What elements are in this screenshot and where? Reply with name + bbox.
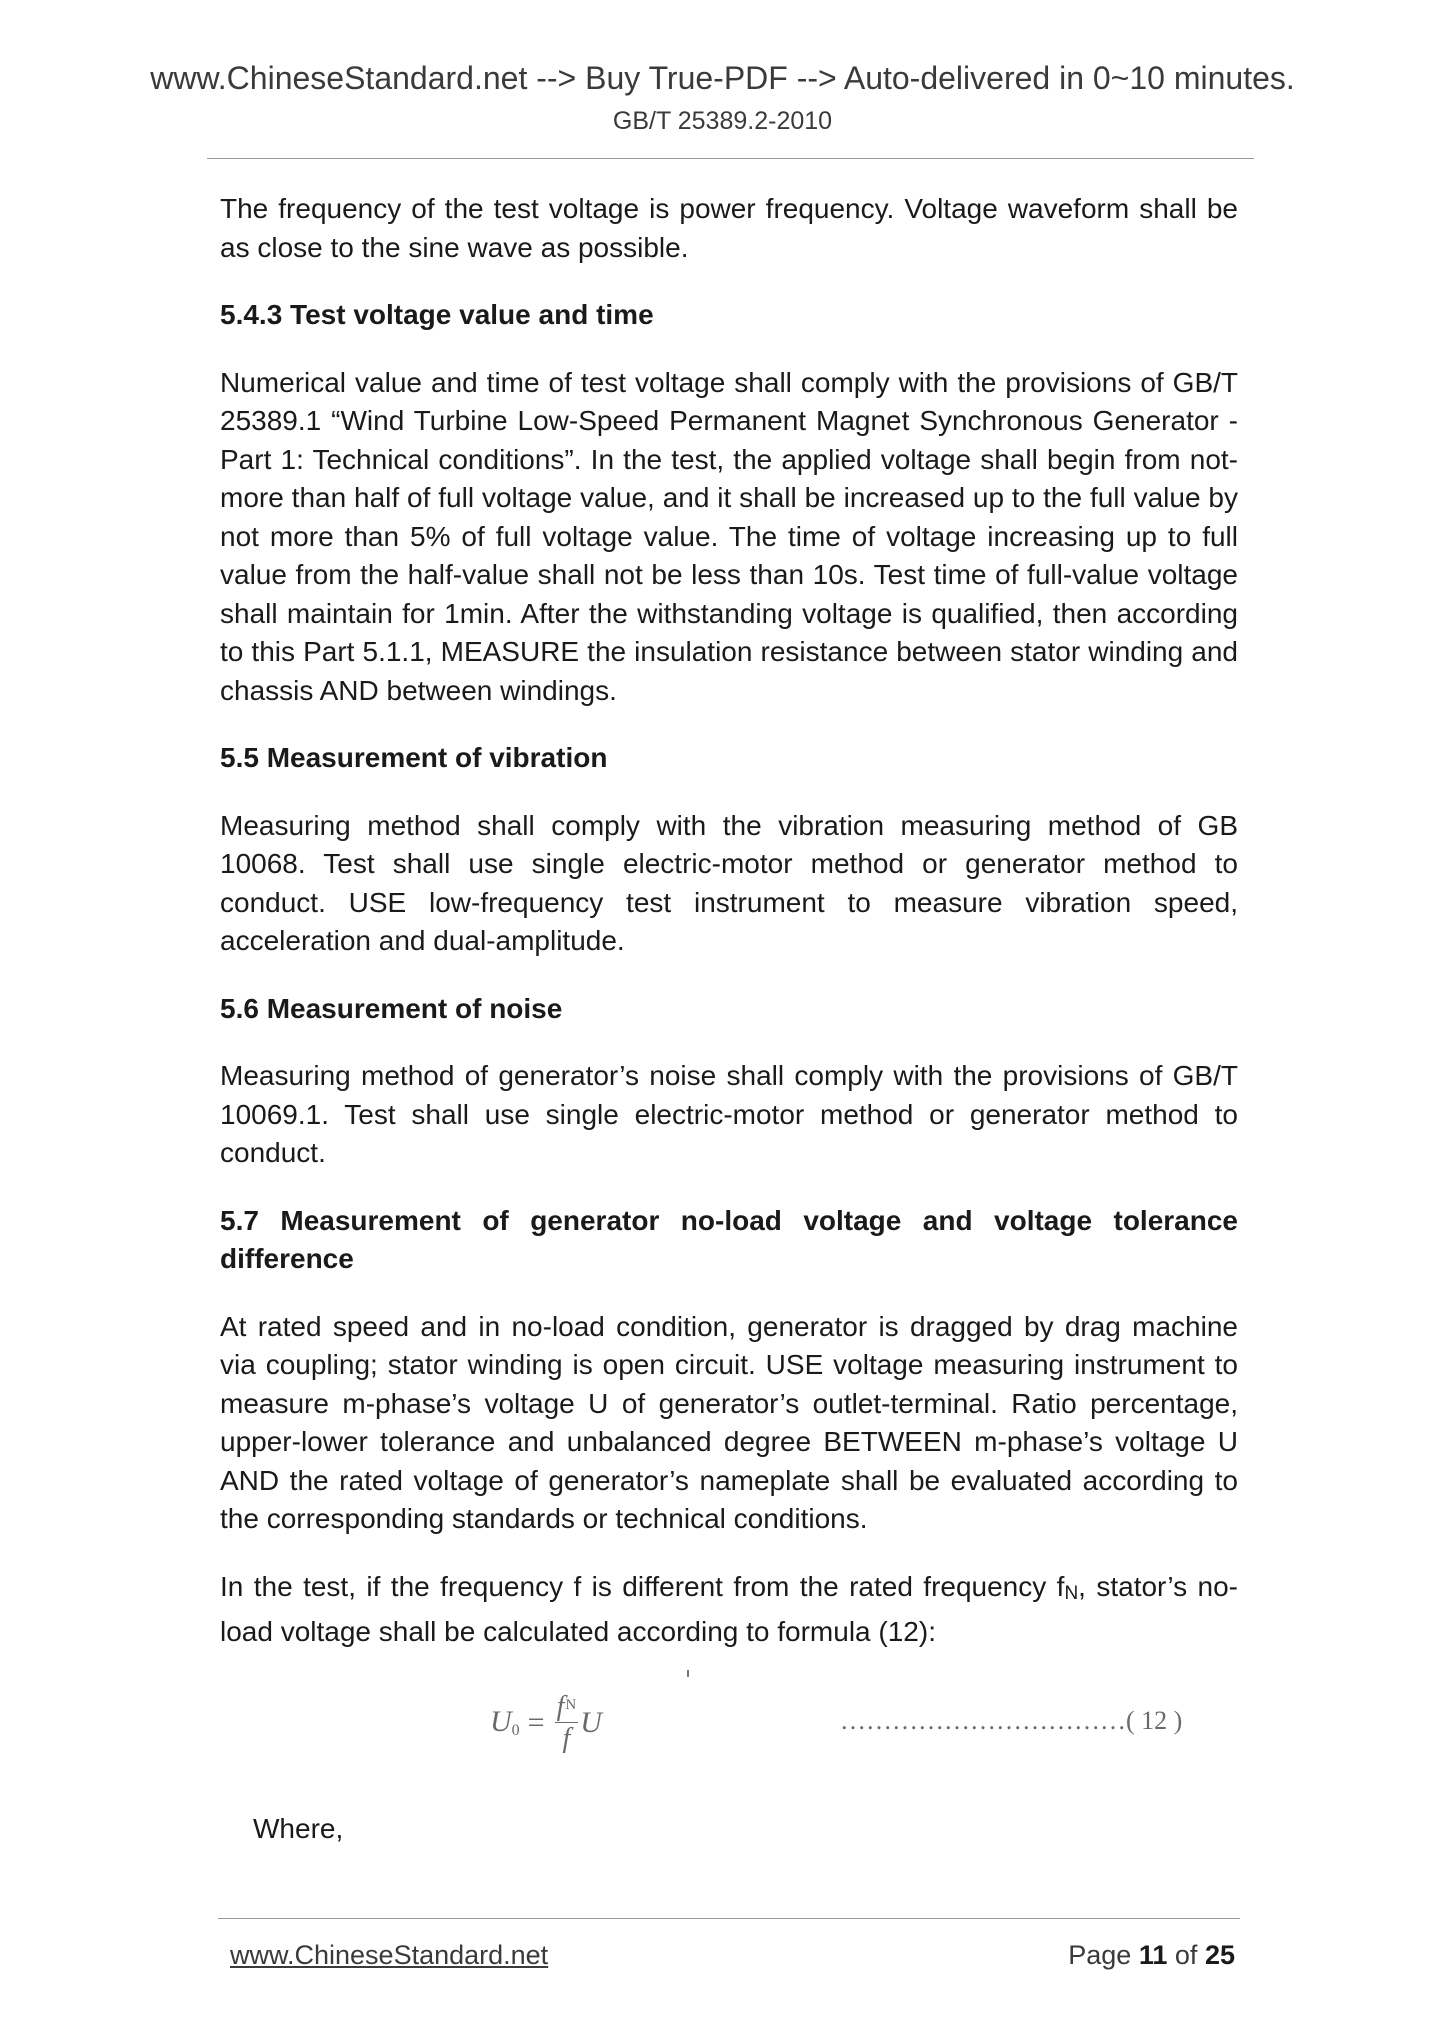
formula-lhs	[490, 1705, 520, 1740]
page-total: 25	[1204, 1940, 1235, 1970]
frequency-text-start: In the test, if the frequency f is different from the rated frequency f	[220, 1570, 1065, 1602]
document-code: GB/T 25389.2-2010	[612, 107, 833, 135]
formula-numerator	[555, 1690, 579, 1723]
rated-frequency-subscript: N	[1064, 1582, 1079, 1604]
page-number: 11	[1138, 1940, 1168, 1970]
formula-rhs-voltage: U	[580, 1705, 602, 1739]
paragraph-test-voltage-value: Numerical value and time of test voltage shall comply with the provisions of GB/T 25389.1 “Wind Turbine Low-Speed Permanent Magnet Synchronous Generator - Part 1: Technical conditions”. In the test, the applied voltage shall begin from not-more than half of full voltage value, and it shall be increased up to the full value by not more than 5% of full voltage value. The time of voltage increasing up to full value from the half-value shall not be less than 10s. Test time of full-value voltage shall maintain for 1min. After the withstanding voltage is qualified, then according to this Part 5.1.1, MEASURE the insulation resistance between stator winding and chassis AND between windings.	[220, 366, 1238, 706]
formula-fraction	[555, 1690, 579, 1755]
numerator-subscript: N	[565, 1697, 577, 1713]
formula-lhs-subscript: 0	[511, 1722, 520, 1739]
page-indicator	[1068, 1938, 1235, 1972]
footer-site-link[interactable]: www.ChineseStandard.net	[230, 1940, 549, 1970]
heading-5-4-3: 5.4.3 Test voltage value and time	[220, 299, 654, 330]
numerator-symbol: f	[556, 1691, 565, 1722]
heading-5-5: 5.5 Measurement of vibration	[220, 742, 608, 773]
paragraph-vibration: Measuring method shall comply with the vibration measuring method of GB 10068. Test shall use single electric-motor method or generator method to conduct. USE low-frequency test instrument to measure vibration speed, acceleration and dual-amplitude.	[220, 809, 1238, 956]
paragraph-frequency-correction	[220, 1568, 1238, 1652]
formula-12	[220, 1670, 1238, 1770]
formula-lhs-symbol: U	[490, 1705, 512, 1738]
formula-expression	[490, 1690, 602, 1755]
paragraph-no-load-voltage: At rated speed and in no-load condition, generator is dragged by drag machine via coupling; stator winding is open circuit. USE voltage measuring instrument to measure m-phase’s voltage U of generator’s outlet-terminal. Ratio percentage, upper-lower tolerance and unbalanced degree BETWEEN m-phase’s voltage U AND the rated voltage of generator’s nameplate shall be evaluated according to the corresponding standards or technical conditions.	[220, 1310, 1238, 1534]
header-divider	[207, 158, 1254, 159]
heading-5-7: 5.7 Measurement of generator no-load voltage and voltage tolerance difference	[220, 1204, 1238, 1274]
heading-5-6: 5.6 Measurement of noise	[220, 992, 563, 1024]
stray-tick-mark	[687, 1670, 689, 1677]
top-banner: www.ChineseStandard.net --> Buy True-PDF --> Auto-delivered in 0~10 minutes.	[150, 60, 1295, 96]
formula-number-leader: ……………………………( 12 )	[840, 1706, 1183, 1735]
footer-divider	[218, 1918, 1240, 1919]
page-content	[220, 190, 1238, 1681]
formula-denominator: f	[562, 1723, 571, 1754]
where-label: Where,	[253, 1813, 344, 1844]
formula-equals: =	[527, 1705, 545, 1739]
paragraph-test-frequency: The frequency of the test voltage is power frequency. Voltage waveform shall be as close to the sine wave as possible.	[220, 193, 1238, 263]
paragraph-noise: Measuring method of generator’s noise shall comply with the provisions of GB/T 10069.1. Test shall use single electric-motor method or generator method to conduct.	[220, 1060, 1238, 1168]
frequency-text-end: , stator’s no-load voltage shall be calculated according to formula (12):	[220, 1570, 1239, 1647]
page-prefix: Page	[1068, 1940, 1132, 1970]
page-of: of	[1174, 1940, 1198, 1970]
